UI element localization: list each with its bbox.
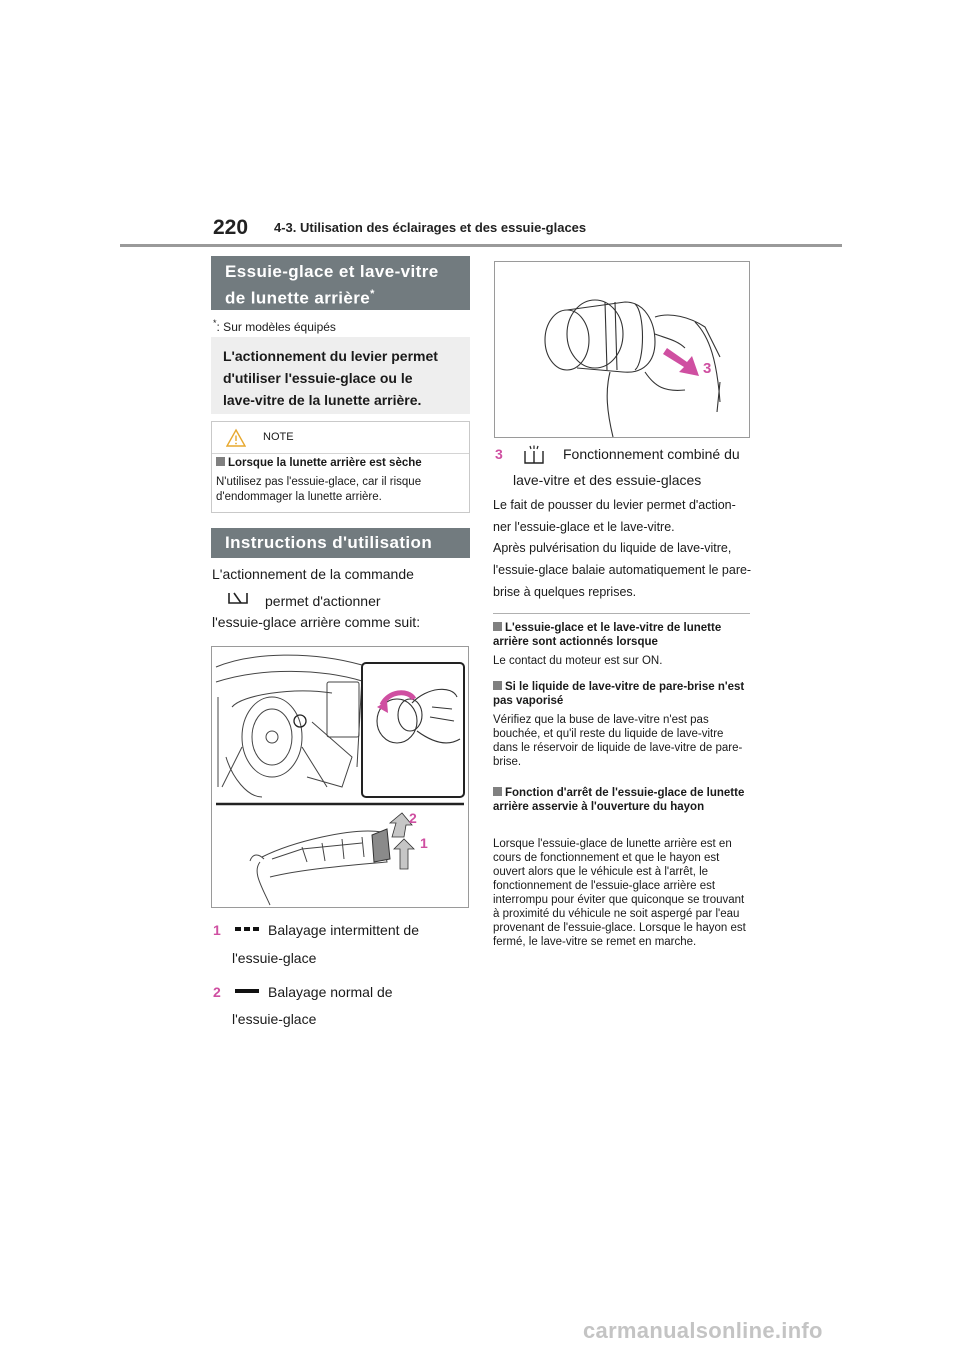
bullet-square-icon [216,457,225,466]
bullet-square-icon [493,787,502,796]
intro-line: l'essuie-glace arrière comme suit: [212,614,421,630]
summary-line: lave-vitre de la lunette arrière. [223,392,422,408]
wiper-lever-figure [211,646,469,908]
item-number: 2 [213,984,221,1000]
watermark: carmanualsonline.info [583,1318,823,1343]
item-text: Balayage normal de [268,984,393,1000]
note-text: Vérifiez que la buse de lave-vitre n'est pas bouchée, et qu'il reste du liquide de lave-vitre dans le réservoir de liquide de lave-vitre de pare-brise. [493,714,743,768]
figure-label-1: 1 [420,835,428,851]
summary-line: d'utiliser l'essuie-glace ou le [223,370,413,386]
washer-push-illustration [495,262,749,437]
figure-label-2: 2 [409,810,417,826]
note-text: N'utilisez pas l'essuie-glace, car il risque d'endommager la lunette arrière. [216,476,422,503]
rear-wiper-icon [228,590,248,606]
section-divider [493,613,750,614]
bullet-square-icon [493,681,502,690]
note-heading: L'essuie-glace et le lave-vitre de lunette arrière sont actionnés lorsque [493,622,722,648]
summary-line: L'actionnement du levier permet [223,348,438,364]
feature-title-line1: Essuie-glace et lave-vitre [225,262,439,281]
note-heading [216,457,422,469]
note-label: NOTE [263,431,294,443]
footnote [213,318,336,334]
item-text: Fonctionnement combiné du [563,446,740,462]
paragraph: Après pulvérisation du liquide de lave-vitre, l'essuie-glace balaie automatiquement le pare-brise à quelques reprises. [493,541,752,599]
page-number: 220 [213,216,249,239]
wiper-lever-illustration [212,647,468,907]
item-text: l'essuie-glace [232,1011,317,1027]
washer-push-figure [494,261,750,438]
note-heading-text: Lorsque la lunette arrière est sèche [228,457,422,469]
rear-washer-icon [524,445,544,465]
item-number: 1 [213,922,221,938]
feature-title-marker: * [370,288,375,300]
note-text: Lorsque l'essuie-glace de lunette arrière est en cours de fonctionnement et que le hayon est ouvert alors que le véhicule est à l'arrêt, le fonctionnement de l'essuie-glace arrière est interrompu pour éviter que quiconque se trouvant à proximité du véhicule ne soit aspergé par l'eau provenant de l'essuie-glace. Lorsque le hayon est fermé, le lave-vitre se remet en marche. [493,838,746,948]
note-heading: Si le liquide de lave-vitre de pare-brise n'est pas vaporisé [493,681,745,707]
note-text: Le contact du moteur est sur ON. [493,655,663,667]
paragraph: Le fait de pousser du levier permet d'action- ner l'essuie-glace et le lave-vitre. [493,498,736,534]
footnote-text: : Sur modèles équipés [216,320,336,334]
note-box [211,421,470,513]
item-number: 3 [495,446,503,462]
instructions-title: Instructions d'utilisation [211,528,470,558]
intermittent-wipe-icon [235,925,259,933]
item-text: l'essuie-glace [232,950,317,966]
intro-line: L'actionnement de la commande [212,566,414,582]
item-text: lave-vitre et des essuie-glaces [513,472,702,488]
summary-box [211,337,470,414]
intro-line: permet d'actionner [265,593,381,609]
feature-title-box [211,256,470,310]
normal-wipe-icon [235,987,259,995]
footnote-marker: * [213,318,217,328]
figure-label-3: 3 [703,360,712,377]
header-rule [120,244,842,247]
note-heading: Fonction d'arrêt de l'essuie-glace de lunette arrière asservie à l'ouverture du hayon [493,787,745,813]
item-text: Balayage intermittent de [268,922,419,938]
section-title: 4-3. Utilisation des éclairages et des essuie-glaces [274,220,587,235]
feature-title-line2: de lunette arrière [225,288,371,308]
note-divider [212,453,469,454]
bullet-square-icon [493,622,502,631]
warning-icon [226,428,246,448]
